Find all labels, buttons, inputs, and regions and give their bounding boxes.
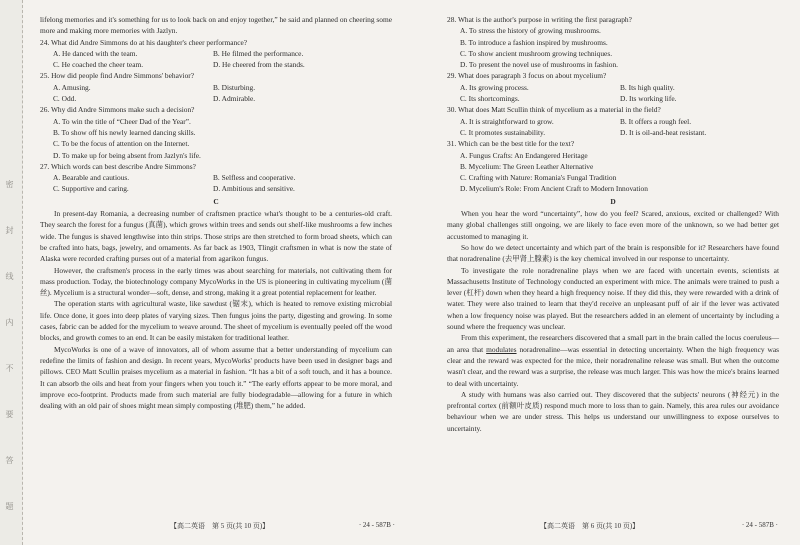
passage-c-para-1: In present-day Romania, a decreasing number of craftsmen practice what's thought to be a centuries-old craft. They search the forest for a fungus (真菌), which grows within trees and sends out shelf-like mushrooms a few inches wide. The fungus is shaved lengthwise into thin strips. Those strips are then stretched to form broad sheets, which can be crafted into hats, bags, jewelry, and ornaments. As far back as 1903, Tlingit craftsmen in what is now the state of Alaska were recorded crafting purses out of a material from agarikon fungus.	[40, 209, 392, 264]
option-26-c: C. To be the focus of attention on the Internet.	[53, 139, 190, 149]
options-25-row2	[40, 93, 392, 104]
option-28-c: C. To show ancient mushroom growing techniques.	[460, 48, 613, 58]
option-25-a: A. Amusing.	[53, 82, 91, 92]
question-26: 26. Why did Andre Simmons make such a decision?	[40, 105, 195, 115]
underlined-word-modulates: modulates	[486, 344, 517, 354]
option-28-d: D. To present the novel use of mushrooms in fashion.	[460, 60, 619, 70]
option-30-b: B. It offers a rough feel.	[620, 116, 692, 126]
right-footer	[540, 521, 778, 531]
options-24-row1	[40, 48, 392, 59]
option-26-a: A. To win the title of “Cheer Dad of the Year”.	[53, 116, 191, 126]
options-30-row2	[447, 127, 779, 138]
binding-margin	[0, 0, 23, 545]
question-28: 28. What is the author's purpose in writing the first paragraph?	[447, 15, 632, 24]
question-29: 29. What does paragraph 3 focus on about mycelium?	[447, 71, 607, 81]
options-24-row2	[40, 59, 392, 70]
right-page	[447, 14, 779, 434]
options-30-row1	[447, 116, 779, 127]
passage-d-para-4	[447, 332, 779, 388]
option-29-b: B. Its high quality.	[620, 82, 675, 92]
question-25: 25. How did people find Andre Simmons' behavior?	[40, 71, 195, 81]
option-24-d: D. He cheered from the stands.	[213, 60, 305, 70]
passage-c-para-3: The operation starts with agricultural waste, like sawdust (锯末), which is heated to remove existing microbial life. Once done, it goes into deep plates of varying sizes. Then fungus joins the party, digesting and growing. In some cases, fabric can be added for the mycelium to weave around. The sheet of mycelium is eventually peeled off the wood blocks, and growth comes to an end. It can be easily mistaken for traditional leather.	[40, 299, 392, 343]
option-31-c: C. Crafting with Nature: Romania's Fungal Tradition	[460, 173, 617, 183]
option-26-d: D. To make up for being absent from Jazlyn's life.	[53, 150, 201, 160]
section-c-heading: C	[213, 196, 219, 206]
option-24-c: C. He coached the cheer team.	[53, 60, 144, 70]
para-4-start: From this experiment, the researchers discovered that a small part in the brain called the locus coeruleus—an area that	[447, 333, 779, 354]
option-29-d: D. Its working life.	[620, 94, 677, 104]
option-25-c: C. Odd.	[53, 94, 77, 104]
left-footer	[170, 521, 395, 531]
passage-d-para-5: A study with humans was also carried out. They discovered that the subjects' neurons (神经元) in the prefrontal cortex (前额叶皮质) respond much more to loss than to gain. Namely, this area rules our avoidance behaviour when we are under stress. This helps us understand our unwillingness to expose ourselves to uncertainty.	[447, 389, 779, 433]
passage-d-para-2: So how do we detect uncertainty and which part of the brain is responsible for it? Researchers have found that noradrenaline (去甲肾上腺素) is the key chemical involved in our response to uncertainty.	[447, 242, 779, 264]
options-29-row2	[447, 93, 779, 104]
question-30: 30. What does Matt Scullin think of mycelium as a material in the field?	[447, 105, 661, 115]
option-29-c: C. Its shortcomings.	[460, 94, 520, 104]
option-24-a: A. He danced with the team.	[53, 48, 138, 58]
question-31: 31. Which can be the best title for the text?	[447, 139, 575, 149]
option-25-b: B. Disturbing.	[213, 82, 256, 92]
options-27-row2	[40, 183, 392, 194]
left-page	[40, 14, 392, 411]
option-30-d: D. It is oil-and-heat resistant.	[620, 127, 707, 137]
option-28-b: B. To introduce a fashion inspired by mushrooms.	[460, 37, 608, 47]
option-29-a: A. Its growing process.	[460, 82, 529, 92]
binding-notice: 密 封 线 内 不 要 答 题	[5, 180, 14, 528]
passage-c-para-2: However, the craftsmen's process in the early times was about searching for materials, not cultivating them for mass production. Today, the biotechnology company MycoWorks in the US is pioneering in cultivating mycelium (菌丝). Mycelium is a structural wonder—soft, dense, and strong, making it a great potential replacement for leather.	[40, 265, 392, 298]
option-31-b: B. Mycelium: The Green Leather Alternative	[460, 161, 594, 171]
section-d-heading: D	[610, 196, 616, 206]
passage-b-ending: lifelong memories and it's something for us to look back on and enjoy together,” he said and planned on cheering some more and making more memories with Jazlyn.	[40, 15, 392, 36]
option-27-a: A. Bearable and cautious.	[53, 173, 130, 183]
question-27: 27. Which words can best describe Andre Simmons?	[40, 161, 196, 171]
option-24-b: B. He filmed the performance.	[213, 48, 304, 58]
option-30-c: C. It promotes sustainability.	[460, 127, 546, 137]
option-31-a: A. Fungus Crafts: An Endangered Heritage	[460, 150, 588, 160]
options-27-row1	[40, 172, 392, 183]
left-exam-code: · 24 - 587B ·	[358, 521, 395, 529]
option-31-d: D. Mycelium's Role: From Ancient Craft to Modern Innovation	[460, 184, 648, 194]
option-25-d: D. Admirable.	[213, 94, 256, 104]
option-27-c: C. Supportive and caring.	[53, 184, 129, 194]
left-page-number: 【高二英语 第 5 页(共 10 页)】	[170, 522, 270, 530]
option-27-d: D. Ambitious and sensitive.	[213, 184, 295, 194]
options-25-row1	[40, 82, 392, 93]
option-27-b: B. Selfless and cooperative.	[213, 173, 296, 183]
passage-d-para-1: When you hear the word “uncertainty”, how do you feel? Scared, anxious, excited or challenged? With many global challenges still ongoing, we are likely to face even more of the unknown, so we had better get accustomed to managing it.	[447, 209, 779, 241]
passage-c-para-4: MycoWorks is one of a wave of innovators, all of whom assume that a better understanding of mycelium can redefine the limits of fashion and design. In recent years, MycoWorks' products have been used in designer bags and pillows. CEO Matt Scullin praises mycelium as a material in fashion. “It has a bit of a soft touch, and it has a bounce. It can absorb the oils and heat from your fingers when you touch it.” “The early efforts appear to be more moral, and improve eco-footprint. Products made from such material are fully biodegradable—allowing for a future in which dealing with an old pair of shoes might mean simply composting (堆肥) them,” he added.	[40, 344, 392, 411]
right-page-number: 【高二英语 第 6 页(共 10 页)】	[540, 522, 640, 530]
option-28-a: A. To stress the history of growing mushrooms.	[460, 26, 601, 36]
options-29-row1	[447, 82, 779, 93]
question-24: 24. What did Andre Simmons do at his daughter's cheer performance?	[40, 37, 248, 47]
passage-d-para-3: To investigate the role noradrenaline plays when we are faced with uncertain events, scientists at Massachusetts Institute of Technology conducted an experiment with mice. The animals were trained to push a lever (杠杆) down when they heard a high frequency noise. If they did this, they were rewarded with a drink of water. They were also trained to learn that they'd receive an unpleasant puff of air if the lever was activated when a low frequency noise was played. But the researchers added in an element of uncertainty by including a sound where the frequency was unclear.	[447, 265, 779, 332]
option-30-a: A. It is straightforward to grow.	[460, 116, 554, 126]
para-4-rest: noradrenaline—was essential in detecting uncertainty. When the high frequency was clear and the reward was expected for the mice, their noradrenaline release was small. But when the outcome wasn't clear, and the reward was a surprise, the release was much larger. This was how the mice's brains learned to deal with uncertainty.	[447, 344, 779, 388]
option-26-b: B. To show off his newly learned dancing skills.	[53, 127, 196, 137]
right-exam-code: · 24 - 587B ·	[741, 521, 778, 529]
